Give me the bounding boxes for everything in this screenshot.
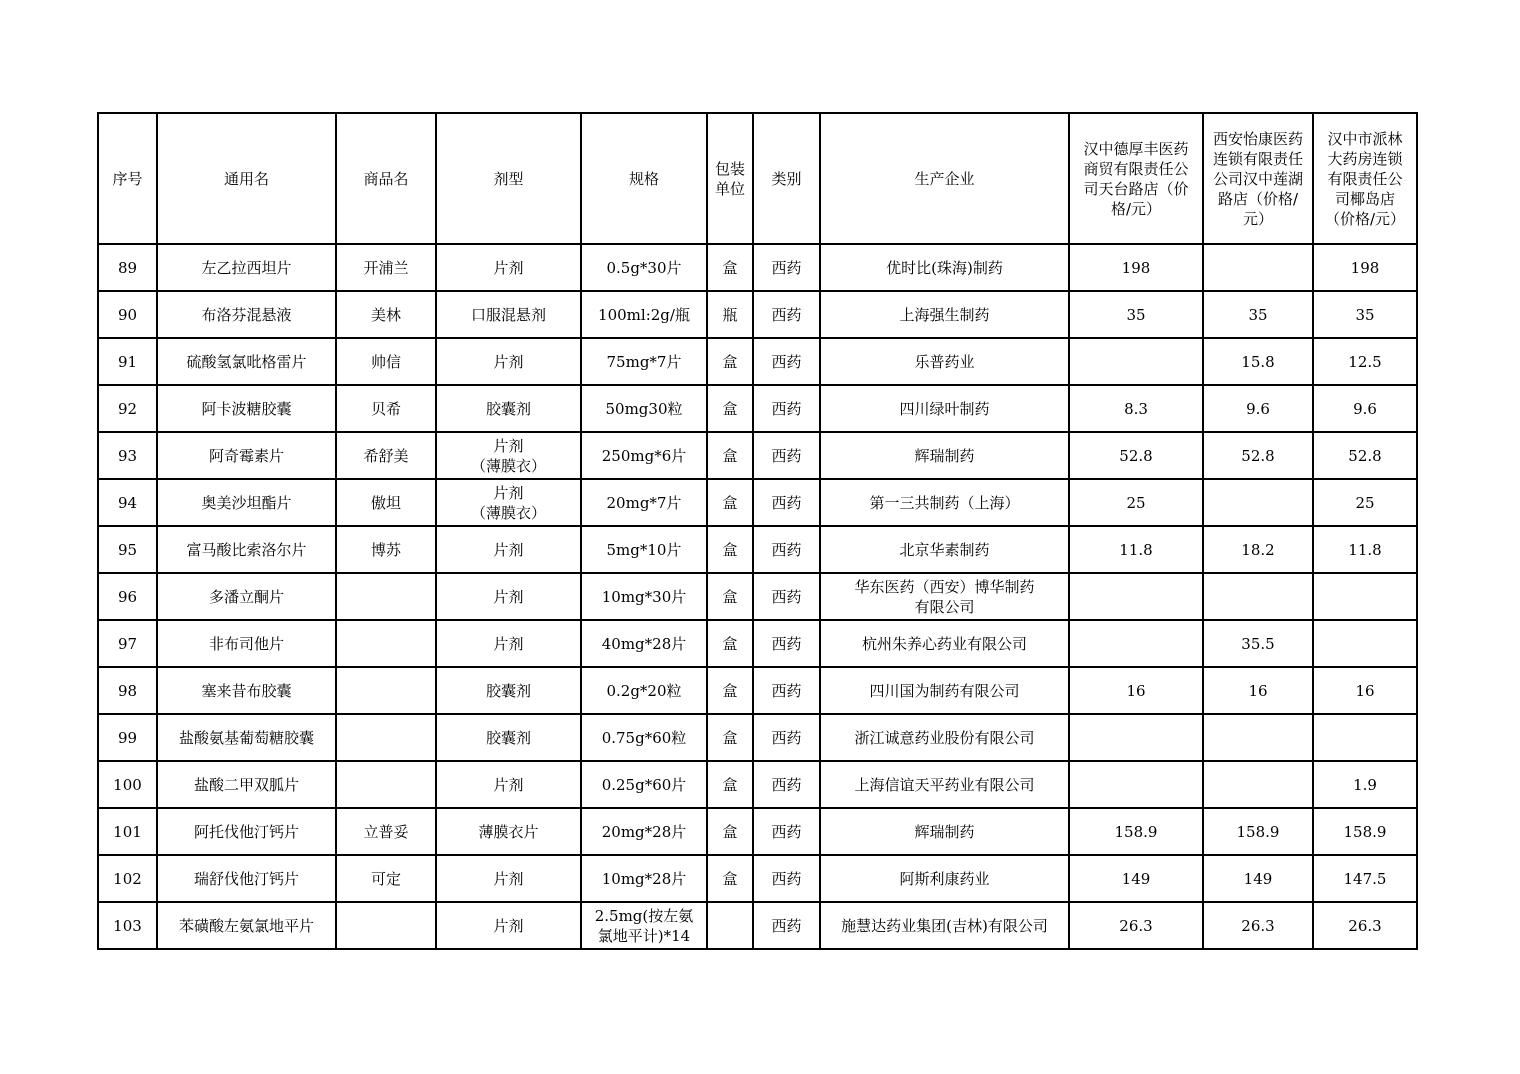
- cell-category: 西药: [753, 338, 820, 385]
- cell-dosage-form: 胶囊剂: [436, 667, 581, 714]
- cell-index: 96: [98, 573, 157, 620]
- cell-package-unit: 盒: [707, 479, 753, 526]
- cell-price-store-1: 52.8: [1069, 432, 1203, 479]
- cell-index: 101: [98, 808, 157, 855]
- cell-package-unit: 盒: [707, 714, 753, 761]
- table-row: [98, 714, 1417, 761]
- cell-brand-name: 可定: [336, 855, 436, 902]
- table-row: [98, 573, 1417, 620]
- cell-generic-name: 硫酸氢氯吡格雷片: [157, 338, 336, 385]
- cell-generic-name: 左乙拉西坦片: [157, 244, 336, 291]
- cell-manufacturer: 杭州朱养心药业有限公司: [820, 620, 1069, 667]
- table-row: [98, 620, 1417, 667]
- cell-manufacturer: 阿斯利康药业: [820, 855, 1069, 902]
- cell-price-store-3: 26.3: [1313, 902, 1417, 949]
- cell-brand-name: 开浦兰: [336, 244, 436, 291]
- cell-dosage-form: 口服混悬剂: [436, 291, 581, 338]
- cell-category: 西药: [753, 902, 820, 949]
- cell-price-store-1: 158.9: [1069, 808, 1203, 855]
- header-manufacturer: 生产企业: [820, 113, 1069, 244]
- table-row: [98, 338, 1417, 385]
- cell-brand-name: [336, 902, 436, 949]
- cell-manufacturer: 北京华素制药: [820, 526, 1069, 573]
- cell-package-unit: 瓶: [707, 291, 753, 338]
- cell-index: 103: [98, 902, 157, 949]
- cell-brand-name: [336, 714, 436, 761]
- cell-dosage-form: 片剂: [436, 620, 581, 667]
- cell-dosage-form: 片剂: [436, 526, 581, 573]
- cell-specification: 250mg*6片: [581, 432, 707, 479]
- cell-index: 91: [98, 338, 157, 385]
- cell-manufacturer: 辉瑞制药: [820, 808, 1069, 855]
- cell-price-store-3: [1313, 573, 1417, 620]
- cell-specification: 0.2g*20粒: [581, 667, 707, 714]
- table-row: [98, 244, 1417, 291]
- cell-price-store-1: 11.8: [1069, 526, 1203, 573]
- table-row: [98, 902, 1417, 949]
- cell-dosage-form: 片剂 （薄膜衣）: [436, 432, 581, 479]
- cell-manufacturer: 第一三共制药（上海）: [820, 479, 1069, 526]
- cell-price-store-2: [1203, 714, 1313, 761]
- cell-specification: 75mg*7片: [581, 338, 707, 385]
- cell-category: 西药: [753, 385, 820, 432]
- cell-price-store-1: [1069, 338, 1203, 385]
- cell-specification: 20mg*7片: [581, 479, 707, 526]
- cell-manufacturer: 浙江诚意药业股份有限公司: [820, 714, 1069, 761]
- cell-package-unit: 盒: [707, 761, 753, 808]
- cell-generic-name: 瑞舒伐他汀钙片: [157, 855, 336, 902]
- table-row: [98, 855, 1417, 902]
- cell-manufacturer: 辉瑞制药: [820, 432, 1069, 479]
- cell-price-store-3: 25: [1313, 479, 1417, 526]
- cell-package-unit: 盒: [707, 338, 753, 385]
- table-row: [98, 432, 1417, 479]
- cell-index: 98: [98, 667, 157, 714]
- cell-price-store-2: 18.2: [1203, 526, 1313, 573]
- cell-package-unit: [707, 902, 753, 949]
- cell-price-store-1: 149: [1069, 855, 1203, 902]
- header-index: 序号: [98, 113, 157, 244]
- cell-category: 西药: [753, 291, 820, 338]
- table-row: [98, 526, 1417, 573]
- header-brand-name: 商品名: [336, 113, 436, 244]
- cell-specification: 50mg30粒: [581, 385, 707, 432]
- cell-category: 西药: [753, 620, 820, 667]
- cell-package-unit: 盒: [707, 526, 753, 573]
- cell-price-store-3: [1313, 620, 1417, 667]
- table-row: [98, 667, 1417, 714]
- header-package-unit: 包装 单位: [707, 113, 753, 244]
- cell-price-store-3: 9.6: [1313, 385, 1417, 432]
- cell-category: 西药: [753, 667, 820, 714]
- table-header-row: [98, 113, 1417, 244]
- cell-brand-name: 美林: [336, 291, 436, 338]
- cell-price-store-1: [1069, 714, 1203, 761]
- cell-specification: 20mg*28片: [581, 808, 707, 855]
- cell-index: 93: [98, 432, 157, 479]
- cell-manufacturer: 华东医药（西安）博华制药 有限公司: [820, 573, 1069, 620]
- cell-category: 西药: [753, 244, 820, 291]
- cell-package-unit: 盒: [707, 667, 753, 714]
- cell-brand-name: 立普妥: [336, 808, 436, 855]
- cell-price-store-2: [1203, 479, 1313, 526]
- cell-category: 西药: [753, 432, 820, 479]
- cell-dosage-form: 片剂: [436, 338, 581, 385]
- cell-specification: 0.75g*60粒: [581, 714, 707, 761]
- cell-generic-name: 非布司他片: [157, 620, 336, 667]
- cell-price-store-2: 9.6: [1203, 385, 1313, 432]
- cell-package-unit: 盒: [707, 385, 753, 432]
- cell-brand-name: 博苏: [336, 526, 436, 573]
- cell-price-store-3: 52.8: [1313, 432, 1417, 479]
- table-row: [98, 761, 1417, 808]
- cell-dosage-form: 薄膜衣片: [436, 808, 581, 855]
- cell-index: 99: [98, 714, 157, 761]
- cell-brand-name: 贝希: [336, 385, 436, 432]
- cell-dosage-form: 片剂: [436, 902, 581, 949]
- cell-index: 89: [98, 244, 157, 291]
- cell-price-store-3: 35: [1313, 291, 1417, 338]
- header-price-store-3: 汉中市派林 大药房连锁 有限责任公 司椰岛店 （价格/元）: [1313, 113, 1417, 244]
- cell-price-store-2: 158.9: [1203, 808, 1313, 855]
- cell-dosage-form: 片剂: [436, 244, 581, 291]
- cell-price-store-3: 11.8: [1313, 526, 1417, 573]
- cell-price-store-3: 16: [1313, 667, 1417, 714]
- cell-manufacturer: 施慧达药业集团(吉林)有限公司: [820, 902, 1069, 949]
- cell-index: 102: [98, 855, 157, 902]
- cell-dosage-form: 片剂: [436, 855, 581, 902]
- cell-package-unit: 盒: [707, 244, 753, 291]
- cell-specification: 10mg*28片: [581, 855, 707, 902]
- cell-index: 97: [98, 620, 157, 667]
- cell-price-store-2: 35: [1203, 291, 1313, 338]
- cell-dosage-form: 胶囊剂: [436, 714, 581, 761]
- cell-price-store-1: 26.3: [1069, 902, 1203, 949]
- cell-category: 西药: [753, 526, 820, 573]
- cell-package-unit: 盒: [707, 573, 753, 620]
- cell-index: 100: [98, 761, 157, 808]
- cell-manufacturer: 四川绿叶制药: [820, 385, 1069, 432]
- cell-index: 92: [98, 385, 157, 432]
- table-row: [98, 479, 1417, 526]
- cell-dosage-form: 胶囊剂: [436, 385, 581, 432]
- header-price-store-1: 汉中德厚丰医药 商贸有限责任公 司天台路店（价 格/元）: [1069, 113, 1203, 244]
- cell-manufacturer: 上海强生制药: [820, 291, 1069, 338]
- cell-price-store-2: 15.8: [1203, 338, 1313, 385]
- cell-price-store-2: [1203, 573, 1313, 620]
- cell-price-store-3: 147.5: [1313, 855, 1417, 902]
- cell-price-store-3: 158.9: [1313, 808, 1417, 855]
- cell-generic-name: 塞来昔布胶囊: [157, 667, 336, 714]
- cell-generic-name: 阿卡波糖胶囊: [157, 385, 336, 432]
- cell-brand-name: [336, 761, 436, 808]
- cell-price-store-3: [1313, 714, 1417, 761]
- table-body: [98, 244, 1417, 949]
- cell-brand-name: 帅信: [336, 338, 436, 385]
- cell-price-store-2: 26.3: [1203, 902, 1313, 949]
- cell-package-unit: 盒: [707, 432, 753, 479]
- cell-manufacturer: 上海信谊天平药业有限公司: [820, 761, 1069, 808]
- cell-price-store-2: 52.8: [1203, 432, 1313, 479]
- header-category: 类别: [753, 113, 820, 244]
- cell-index: 94: [98, 479, 157, 526]
- price-table-sheet: [97, 112, 1418, 950]
- cell-generic-name: 盐酸氨基葡萄糖胶囊: [157, 714, 336, 761]
- cell-price-store-2: 16: [1203, 667, 1313, 714]
- cell-specification: 5mg*10片: [581, 526, 707, 573]
- cell-generic-name: 阿奇霉素片: [157, 432, 336, 479]
- table-row: [98, 291, 1417, 338]
- cell-price-store-3: 1.9: [1313, 761, 1417, 808]
- cell-category: 西药: [753, 714, 820, 761]
- cell-price-store-3: 198: [1313, 244, 1417, 291]
- cell-generic-name: 苯磺酸左氨氯地平片: [157, 902, 336, 949]
- cell-specification: 100ml:2g/瓶: [581, 291, 707, 338]
- cell-price-store-1: [1069, 761, 1203, 808]
- cell-generic-name: 奥美沙坦酯片: [157, 479, 336, 526]
- cell-price-store-1: 198: [1069, 244, 1203, 291]
- cell-package-unit: 盒: [707, 855, 753, 902]
- header-specification: 规格: [581, 113, 707, 244]
- cell-specification: 2.5mg(按左氨 氯地平计)*14: [581, 902, 707, 949]
- cell-generic-name: 盐酸二甲双胍片: [157, 761, 336, 808]
- cell-dosage-form: 片剂 （薄膜衣）: [436, 479, 581, 526]
- cell-specification: 10mg*30片: [581, 573, 707, 620]
- cell-specification: 40mg*28片: [581, 620, 707, 667]
- cell-price-store-2: [1203, 761, 1313, 808]
- cell-brand-name: [336, 667, 436, 714]
- cell-dosage-form: 片剂: [436, 573, 581, 620]
- cell-package-unit: 盒: [707, 620, 753, 667]
- cell-price-store-1: 8.3: [1069, 385, 1203, 432]
- cell-brand-name: [336, 573, 436, 620]
- header-generic-name: 通用名: [157, 113, 336, 244]
- cell-category: 西药: [753, 808, 820, 855]
- cell-dosage-form: 片剂: [436, 761, 581, 808]
- cell-index: 90: [98, 291, 157, 338]
- cell-category: 西药: [753, 479, 820, 526]
- table-row: [98, 808, 1417, 855]
- cell-manufacturer: 四川国为制药有限公司: [820, 667, 1069, 714]
- cell-price-store-1: [1069, 620, 1203, 667]
- cell-specification: 0.5g*30片: [581, 244, 707, 291]
- cell-generic-name: 阿托伐他汀钙片: [157, 808, 336, 855]
- header-dosage-form: 剂型: [436, 113, 581, 244]
- cell-price-store-1: 35: [1069, 291, 1203, 338]
- table-row: [98, 385, 1417, 432]
- cell-price-store-1: 16: [1069, 667, 1203, 714]
- cell-category: 西药: [753, 855, 820, 902]
- cell-index: 95: [98, 526, 157, 573]
- cell-specification: 0.25g*60片: [581, 761, 707, 808]
- cell-category: 西药: [753, 573, 820, 620]
- cell-category: 西药: [753, 761, 820, 808]
- cell-manufacturer: 乐普药业: [820, 338, 1069, 385]
- cell-brand-name: [336, 620, 436, 667]
- cell-generic-name: 布洛芬混悬液: [157, 291, 336, 338]
- cell-brand-name: 希舒美: [336, 432, 436, 479]
- drug-price-table: [97, 112, 1418, 950]
- cell-brand-name: 傲坦: [336, 479, 436, 526]
- cell-manufacturer: 优时比(珠海)制药: [820, 244, 1069, 291]
- cell-price-store-2: 35.5: [1203, 620, 1313, 667]
- cell-price-store-3: 12.5: [1313, 338, 1417, 385]
- cell-price-store-1: 25: [1069, 479, 1203, 526]
- cell-generic-name: 富马酸比索洛尔片: [157, 526, 336, 573]
- cell-price-store-2: [1203, 244, 1313, 291]
- cell-price-store-2: 149: [1203, 855, 1313, 902]
- cell-price-store-1: [1069, 573, 1203, 620]
- cell-generic-name: 多潘立酮片: [157, 573, 336, 620]
- header-price-store-2: 西安怡康医药 连锁有限责任 公司汉中莲湖 路店（价格/ 元）: [1203, 113, 1313, 244]
- cell-package-unit: 盒: [707, 808, 753, 855]
